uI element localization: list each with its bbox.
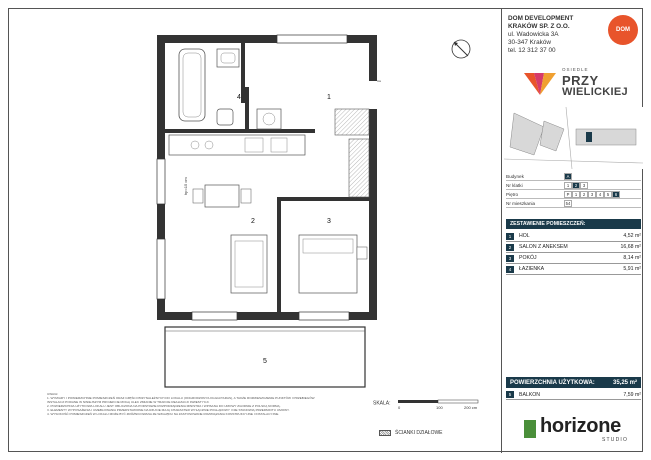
horizone-wordmark: horizone	[540, 415, 621, 437]
partition-wall-swatch	[379, 430, 391, 436]
room-row	[506, 242, 641, 253]
rooms-table-header: ZESTAWIENIE POMIESZCZEŃ:	[506, 219, 641, 229]
note-line: 1. WYMIARY I POWIERZCHNIE POMIESZCZEŃ ORAZ CZĘŚCI PRZYNALEŻNYCH DO LOKALU (ODGRODZONY/LOGGIA/TARAS), A TAKŻE ROZMIESZCZENIE PUNKTÓW I PRZEBIEGÓW	[47, 396, 315, 401]
hall-wardrobe	[335, 109, 369, 135]
info-cell: 5	[604, 191, 612, 198]
info-cell: 2	[572, 182, 580, 189]
info-cell: 4	[596, 191, 604, 198]
room-number: 4	[506, 266, 514, 273]
toilet	[217, 109, 233, 125]
info-cell: 2	[580, 191, 588, 198]
floor-plan-sheet	[8, 8, 643, 452]
developer-name: DOM DEVELOPMENT	[508, 15, 574, 22]
room-area: 16,68 m²	[620, 244, 641, 250]
horizone-mark-icon	[524, 420, 536, 438]
room-number: 2	[506, 244, 514, 251]
notes-block	[47, 392, 347, 417]
scale-graphic	[396, 397, 480, 409]
sofa	[231, 235, 267, 293]
window-left-1	[157, 159, 165, 204]
room-label-3: 3	[327, 218, 331, 225]
compass-icon	[449, 37, 473, 61]
outer-wall-bottom-mid	[237, 312, 299, 320]
info-cell: A	[564, 173, 572, 180]
info-row-staircase	[506, 181, 641, 190]
hall-door-frame	[245, 87, 249, 131]
balcony-area-value: 7,59 m²	[623, 391, 641, 398]
room-name: SALON Z ANEKSEM	[519, 244, 568, 250]
building-info	[506, 172, 641, 208]
info-label: Piętro	[506, 191, 519, 197]
site-key-map	[504, 107, 643, 169]
dom-logo: DOM	[608, 15, 638, 45]
bedroom-wardrobe	[349, 139, 369, 197]
dining-table	[205, 185, 239, 207]
developer-street: ul. Wadowicka 3A	[508, 31, 559, 38]
info-cell: 54	[565, 200, 571, 206]
room-number: 1	[506, 233, 514, 240]
info-label: Nr klatki	[506, 182, 523, 188]
info-cell: 3	[580, 182, 588, 189]
room-name: POKÓJ	[519, 255, 537, 261]
legend	[379, 430, 443, 436]
floor-plan-drawing	[9, 9, 381, 389]
room-label-2: 2	[251, 218, 255, 225]
legend-label: ŚCIANKI DZIAŁOWE	[395, 430, 443, 436]
bedroom-wall-left	[277, 197, 281, 312]
info-cell: 1	[572, 191, 580, 198]
outer-wall-bottom-right	[349, 312, 377, 320]
balcony-number: 5	[506, 391, 514, 398]
bed	[299, 235, 357, 293]
total-area-value: 35,25 m²	[612, 379, 637, 386]
bathroom-sink	[217, 49, 239, 67]
room-number: 3	[506, 255, 514, 262]
room-row	[506, 253, 641, 264]
note-line: INSTALACJI PODANE W NINIEJSZYM PROJEKCIE MOGĄ ULEC ZMIANIE W TRAKCIE REALIZACJI INWESTYCJI.	[47, 400, 210, 405]
window-top	[277, 35, 347, 43]
entrance-door-swing	[377, 81, 381, 109]
room-label-1: 1	[327, 94, 331, 101]
outer-wall-bottom-left	[157, 312, 192, 320]
room-area: 8,14 m²	[623, 255, 641, 261]
developer-company: KRAKÓW SP. Z O.O.	[508, 23, 570, 30]
entrance-door-gap	[369, 81, 377, 109]
info-label: Nr mieszkania	[506, 200, 536, 206]
bathroom-wall-v	[241, 43, 245, 103]
note-line: 3. ELEMENTY WYPOSAŻENIA I UMEBLOWANIA PRZEDSTAWIONE NA RZUCIE MAJĄ CHARAKTER WYŁĄCZNIE POGLĄDOWY I NIE STANOWIĄ PRZEDMIOTU UMOWY.	[47, 408, 290, 413]
balcony-name: BALKON	[519, 391, 541, 398]
room-name: ŁAZIENKA	[519, 266, 545, 272]
bathroom-wall	[165, 129, 315, 133]
note-line: 2. POWIERZCHNIA UŻYTKOWA LOKALU JEST OBLICZONA NA PODSTAWIE ROZPORZĄDZENIA MINISTRA I WPISANA DO UMOWY ZGODNIE Z POLSKĄ NORMĄ.	[47, 404, 281, 409]
info-label: Budynek	[506, 173, 524, 179]
estate-logo	[522, 67, 632, 107]
estate-name-1: PRZY	[562, 73, 599, 88]
room-name: HOL	[519, 233, 530, 239]
outer-wall-right	[369, 35, 377, 320]
window-bottom-1	[192, 312, 237, 320]
room-row	[506, 264, 641, 275]
info-row-building	[506, 172, 641, 181]
total-area-bar	[506, 377, 641, 388]
info-cell: 6	[612, 191, 620, 198]
estate-name-2: WIELICKIEJ	[562, 86, 628, 98]
developer-city: 30-347 Kraków	[508, 39, 551, 46]
scale-label: SKALA:	[373, 400, 391, 407]
floor-height-label: hp=15 cm	[183, 177, 188, 195]
washing-machine	[257, 109, 281, 129]
note-line: UWAGI:	[47, 392, 59, 396]
scale-bar	[373, 397, 480, 409]
note-line: 4. WYSOKOŚĆ POMIESZCZEŃ W LOKALU MOŻE BYĆ ZRÓŻNICOWANA ZE WZGLĘDU NA ZASTOSOWANE ROZWIĄZANIA KONSTRUKCYJNE I INSTALACYJNE.	[47, 412, 280, 417]
scale-mark-1: 100	[435, 405, 443, 409]
rooms-table	[506, 231, 641, 275]
balcony-row	[506, 390, 641, 400]
room-row	[506, 231, 641, 242]
scale-mark-0: 0	[397, 405, 401, 409]
horizone-logo	[524, 415, 634, 447]
window-bottom-2	[299, 312, 349, 320]
info-cell: 3	[588, 191, 596, 198]
scale-mark-2: 200 cm	[463, 405, 478, 409]
room-label-4: 4	[237, 94, 241, 101]
estate-logo-mark-icon	[522, 69, 558, 99]
info-cell: P	[564, 191, 572, 198]
total-area-label: POWIERZCHNIA UŻYTKOWA:	[510, 379, 595, 386]
room-label-5: 5	[263, 358, 267, 365]
bedroom-wall-top	[277, 197, 369, 201]
balcony-area	[165, 327, 365, 387]
info-panel	[501, 9, 644, 453]
room-area: 5,91 m²	[623, 266, 641, 272]
developer-info	[508, 15, 573, 55]
room-area: 4,52 m²	[623, 233, 641, 239]
estate-prefix: OSIEDLE	[562, 67, 589, 72]
info-row-apartment	[506, 199, 641, 208]
developer-phone: tel. 12 312 37 00	[508, 47, 556, 54]
window-left-2	[157, 239, 165, 299]
info-cell: 1	[564, 182, 572, 189]
horizone-studio: STUDIO	[602, 437, 629, 443]
info-row-floor	[506, 190, 641, 199]
